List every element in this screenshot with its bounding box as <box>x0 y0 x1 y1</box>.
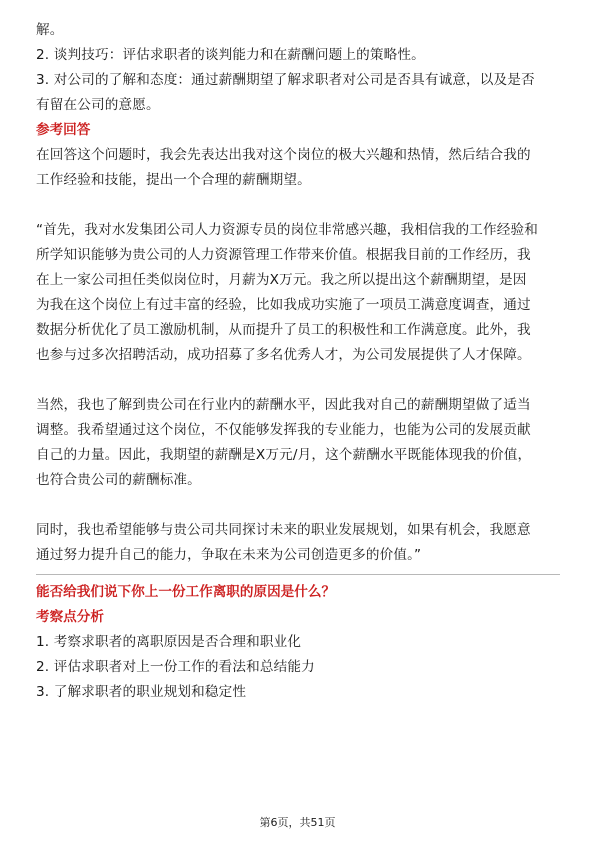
reference-answer-heading: 参考回答 <box>36 122 91 138</box>
intro-continuation: 解。 <box>36 22 64 38</box>
page-footer: 第6页，共51页 <box>259 816 336 829</box>
paragraph-line: “首先，我对水发集团公司人力资源专员的岗位非常感兴趣，我相信我的工作经验和 <box>36 222 538 238</box>
paragraph-line: 为我在这个岗位上有过丰富的经验，比如我成功实施了一项员工满意度调查，通过 <box>36 297 531 313</box>
answer-paragraph-3 <box>36 518 560 568</box>
paragraph-line: 也符合贵公司的薪酬标准。 <box>36 472 201 488</box>
paragraph-line: 在上一家公司担任类似岗位时，月薪为X万元。我之所以提出这个薪酬期望，是因 <box>36 272 527 288</box>
paragraph-line: 数据分析优化了员工激励机制，从而提升了员工的积极性和工作满意度。此外，我 <box>36 322 531 338</box>
paragraph-line: 所学知识能够为贵公司的人力资源管理工作带来价值。根据我目前的工作经历，我 <box>36 247 531 263</box>
paragraph-line: 在回答这个问题时，我会先表达出我对这个岗位的极大兴趣和热情，然后结合我的 <box>36 147 531 163</box>
paragraph-line: 自己的力量。因此，我期望的薪酬是X万元/月，这个薪酬水平既能体现我的价值， <box>36 447 532 463</box>
document-page <box>36 18 560 705</box>
analysis-heading: 考察点分析 <box>36 609 104 625</box>
question-heading: 能否给我们说下你上一份工作离职的原因是什么？ <box>36 584 336 600</box>
assessment-points-list <box>36 43 560 118</box>
paragraph-line: 也参与过多次招聘活动，成功招募了多名优秀人才，为公司发展提供了人才保障。 <box>36 347 531 363</box>
list-item: 3. 对公司的了解和态度：通过薪酬期望了解求职者对公司是否具有诚意，以及是否 <box>36 72 535 88</box>
paragraph-line: 同时，我也希望能够与贵公司共同探讨未来的职业发展规划，如果有机会，我愿意 <box>36 522 531 538</box>
list-item: 2. 谈判技巧：评估求职者的谈判能力和在薪酬问题上的策略性。 <box>36 47 425 63</box>
section-divider <box>36 574 560 575</box>
paragraph-line: 调整。我希望通过这个岗位，不仅能够发挥我的专业能力，也能为公司的发展贡献 <box>36 422 531 438</box>
answer-paragraph-2 <box>36 393 560 493</box>
list-item: 2. 评估求职者对上一份工作的看法和总结能力 <box>36 659 315 675</box>
paragraph-line: 当然，我也了解到贵公司在行业内的薪酬水平，因此我对自己的薪酬期望做了适当 <box>36 397 531 413</box>
list-item: 1. 考察求职者的离职原因是否合理和职业化 <box>36 634 302 650</box>
answer-paragraph-1 <box>36 218 560 368</box>
paragraph-line: 通过努力提升自己的能力，争取在未来为公司创造更多的价值。” <box>36 547 422 563</box>
analysis-points-list <box>36 630 560 705</box>
answer-intro-paragraph <box>36 143 560 193</box>
list-item: 3. 了解求职者的职业规划和稳定性 <box>36 684 247 700</box>
paragraph-line: 工作经验和技能，提出一个合理的薪酬期望。 <box>36 172 311 188</box>
list-item: 有留在公司的意愿。 <box>36 97 160 113</box>
